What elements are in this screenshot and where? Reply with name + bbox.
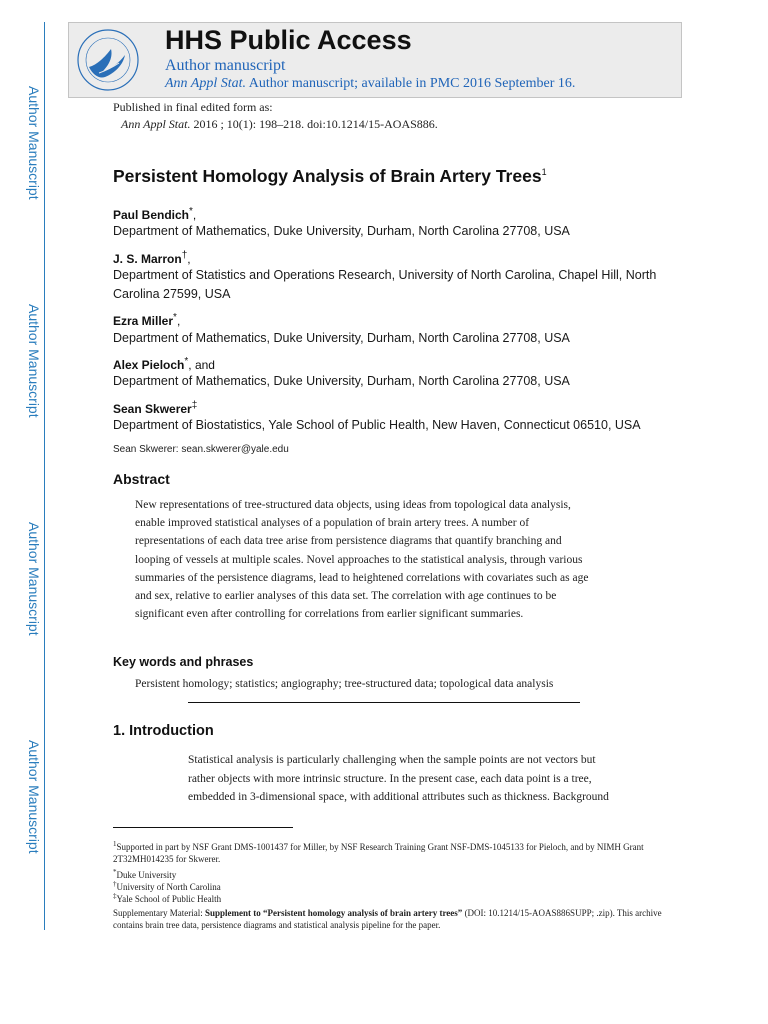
header-availability: [165, 76, 575, 92]
section-divider: [188, 702, 580, 703]
abstract-line: looping of vessels at multiple scales. Novel approaches to the statistical analysis, through various: [135, 553, 583, 566]
introduction-body: [188, 751, 658, 807]
abstract-line: significant even after controlling for correlations from earlier significant summaries.: [135, 608, 524, 621]
supplement-title[interactable]: Supplement to “Persistent homology analysis of brain artery trees”: [204, 908, 463, 918]
intro-line: Statistical analysis is particularly challenging when the sample points are not vectors but: [188, 754, 596, 766]
abstract-line: New representations of tree-structured data objects, using ideas from topological data analysis,: [135, 499, 571, 511]
author-name: Ezra Miller*,: [113, 312, 181, 328]
side-rule: [44, 22, 45, 930]
hhs-seal-icon: [75, 27, 141, 93]
citation: [121, 117, 438, 132]
contact-email[interactable]: Sean Skwerer: sean.skwerer@yale.edu: [113, 444, 289, 455]
abstract-heading: Abstract: [113, 471, 170, 487]
keywords-text: Persistent homology; statistics; angiography; tree-structured data; topological data analysis: [135, 678, 554, 690]
author-affiliation: Department of Mathematics, Duke University, Durham, North Carolina 27708, USA: [113, 331, 570, 345]
abstract-line: enable improved statistical analyses of a population of brain artery trees. A number of: [135, 517, 530, 530]
header-subtitle: Author manuscript: [165, 57, 286, 74]
affiliation-footnote: ‡Yale School of Public Health: [113, 892, 222, 904]
intro-line: rather objects with more intrinsic structure. In the present case, each data point is a tree,: [188, 772, 592, 785]
abstract-line: and sex, relative to earlier analyses of this data set. The correlation with age continues to be: [135, 590, 557, 603]
hhs-header: [68, 22, 682, 98]
availability-text: Author manuscript; available in PMC 2016 September 16.: [246, 76, 576, 91]
author-affiliation: Department of Statistics and Operations Research, University of North Carolina, Chapel Hill, North Carolina 27599, USA: [113, 268, 657, 301]
journal-abbrev: Ann Appl Stat.: [165, 76, 247, 91]
side-label: Author Manuscript: [26, 740, 42, 854]
side-label: Author Manuscript: [26, 304, 42, 418]
footnote-divider: [113, 827, 293, 828]
published-label: Published in final edited form as:: [113, 100, 273, 114]
author-name: Sean Skwerer‡: [113, 400, 198, 416]
keywords-heading: Key words and phrases: [113, 655, 254, 669]
author-affiliation: Department of Mathematics, Duke University, Durham, North Carolina 27708, USA: [113, 374, 570, 388]
side-label: Author Manuscript: [26, 86, 42, 200]
author-name: J. S. Marron†,: [113, 250, 191, 266]
intro-line: embedded in 3-dimensional space, with additional attributes such as thickness. Background: [188, 791, 609, 803]
author-affiliation: Department of Biostatistics, Yale School of Public Health, New Haven, Connecticut 06510, USA: [113, 418, 641, 432]
supplementary-footnote: Supplementary Material: Supplement to “Persistent homology analysis of brain artery trees” (DOI: 10.1214/15-AOAS886SUPP; .zip). This archive contains brain tree data, persistence diagrams and statistical analysis pipeline for the paper.: [113, 908, 662, 930]
affiliation-footnote: †University of North Carolina: [113, 880, 221, 892]
abstract-line: summaries of the persistence diagrams, lead to heightened correlations with covariates such as age: [135, 571, 589, 584]
affiliation-footnote: *Duke University: [113, 868, 177, 880]
author-name: Paul Bendich*,: [113, 206, 197, 222]
funding-footnote: $^1$Supported in part by NSF Grant DMS-1001437 for Miller, by NSF Research Training Grant NSF-DMS-1045133 for Pieloch, and by NIMH Grant 2T32MH014235 for Skwerer.: [113, 840, 644, 864]
title-footnote-mark: 1: [541, 167, 547, 178]
abstract-body: [135, 496, 635, 623]
paper-title: [113, 166, 547, 187]
abstract-line: representations of each data tree arise from persistence diagrams that quantify branching and: [135, 535, 562, 548]
author-name: Alex Pieloch*, and: [113, 356, 215, 372]
introduction-heading: 1. Introduction: [113, 723, 214, 739]
citation-journal: Ann Appl Stat.: [121, 117, 191, 131]
header-title: HHS Public Access: [165, 25, 412, 55]
citation-details: 2016 ; 10(1): 198–218. doi:10.1214/15-AOAS886.: [190, 117, 438, 131]
author-affiliation: Department of Mathematics, Duke University, Durham, North Carolina 27708, USA: [113, 224, 570, 238]
paper-title-text: Persistent Homology Analysis of Brain Artery Trees: [113, 166, 542, 186]
side-label: Author Manuscript: [26, 522, 42, 636]
